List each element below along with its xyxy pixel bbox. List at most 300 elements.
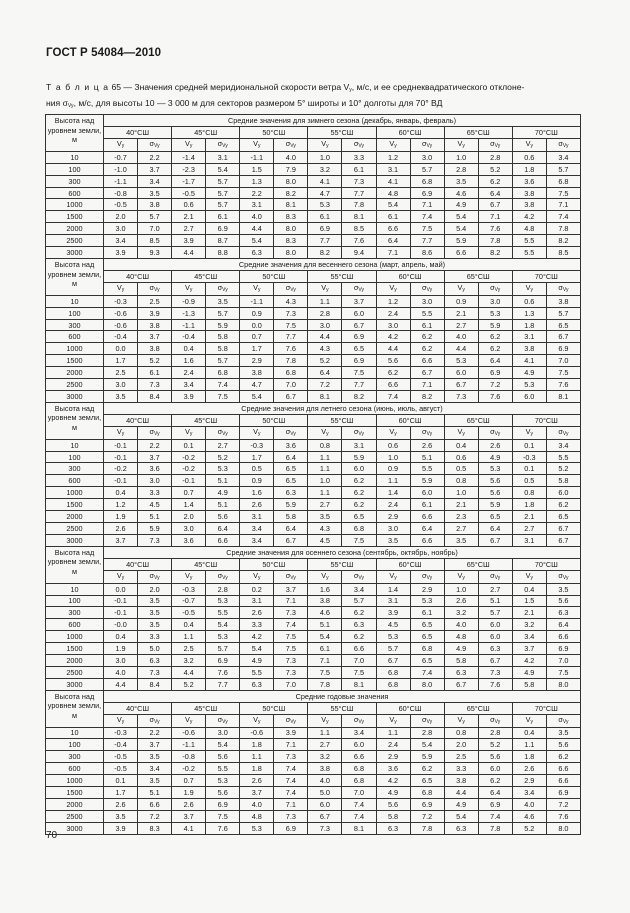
value-cell: 5.9 (274, 499, 308, 511)
section-title-row (46, 258, 581, 270)
value-cell: 7.3 (274, 607, 308, 619)
v-symbol: V (116, 138, 122, 148)
value-cell: 1.9 (172, 786, 206, 798)
mean-speed-header (172, 138, 206, 151)
value-cell: 7.6 (478, 223, 512, 235)
std-dev-header (138, 570, 172, 583)
value-cell: 1.1 (308, 451, 342, 463)
latitude-header: 45°СШ (172, 270, 240, 282)
value-cell: 0.5 (444, 463, 478, 475)
value-cell: 7.3 (138, 379, 172, 391)
value-cell: 7.5 (546, 187, 580, 199)
value-cell: 1.1 (376, 475, 410, 487)
value-cell: 2.6 (104, 522, 138, 534)
value-cell: 8.3 (274, 235, 308, 247)
v-symbol: V (184, 426, 190, 436)
latitude-header: 40°СШ (104, 702, 172, 714)
sigma-symbol: σ (217, 282, 223, 292)
document-code: ГОСТ Р 54084—2010 (46, 47, 162, 59)
value-cell: 7.3 (274, 810, 308, 822)
mean-speed-header (512, 570, 546, 583)
value-cell: 0.9 (376, 463, 410, 475)
value-cell: 6.8 (410, 643, 444, 655)
mean-speed-header (376, 138, 410, 151)
height-cell: 1500 (46, 499, 104, 511)
value-cell: 4.0 (308, 775, 342, 787)
v-subscript: y (121, 430, 125, 437)
value-cell: 2.4 (172, 367, 206, 379)
value-cell: 7.4 (206, 379, 240, 391)
value-cell: 3.4 (512, 786, 546, 798)
value-cell: 6.2 (342, 631, 376, 643)
value-cell: 7.3 (342, 175, 376, 187)
value-cell: -0.3 (104, 727, 138, 739)
latitude-header: 70°СШ (512, 414, 580, 426)
sigma-subscript: Vy (290, 574, 296, 581)
v-symbol: V (116, 714, 122, 724)
value-cell: 6.3 (240, 247, 274, 259)
sigma-symbol: σ (558, 426, 563, 436)
value-cell: 1.0 (444, 487, 478, 499)
sigma-subscript: Vy (426, 718, 433, 725)
latitude-header-row (46, 702, 581, 714)
v-symbol: V (116, 570, 122, 580)
v-subscript: y (326, 430, 329, 437)
value-cell: -0.3 (172, 583, 206, 595)
value-cell: 5.7 (546, 307, 580, 319)
value-cell: 6.9 (342, 355, 376, 367)
value-cell: 8.6 (410, 247, 444, 259)
value-cell: 6.5 (410, 654, 444, 666)
sigma-subscript: Vy (154, 430, 160, 437)
value-cell: 0.6 (444, 451, 478, 463)
value-cell: 3.8 (240, 367, 274, 379)
table-row (46, 319, 581, 331)
value-cell: 5.3 (478, 307, 512, 319)
value-cell: 4.8 (444, 631, 478, 643)
v-subscript: y (530, 718, 533, 725)
value-cell: 3.7 (172, 810, 206, 822)
v-symbol: V (184, 570, 190, 580)
value-cell: 7.0 (342, 654, 376, 666)
std-dev-header (410, 426, 444, 439)
value-cell: 2.6 (240, 499, 274, 511)
value-cell: 0.2 (240, 583, 274, 595)
value-cell: 7.6 (206, 666, 240, 678)
value-cell: 3.9 (104, 822, 138, 834)
mean-speed-header (444, 714, 478, 727)
value-cell: 4.4 (444, 343, 478, 355)
value-cell: 1.2 (376, 295, 410, 307)
value-cell: 5.1 (308, 619, 342, 631)
value-cell: 6.0 (444, 367, 478, 379)
mean-speed-header (104, 138, 138, 151)
value-cell: 5.5 (512, 235, 546, 247)
height-cell: 1000 (46, 775, 104, 787)
value-cell: 6.9 (478, 798, 512, 810)
value-cell: 4.5 (376, 619, 410, 631)
value-cell: 5.2 (206, 451, 240, 463)
sigma-subscript: Vy (494, 142, 501, 149)
value-cell: 2.8 (444, 163, 478, 175)
value-cell: 7.0 (546, 355, 580, 367)
v-symbol: V (525, 426, 531, 436)
height-cell: 600 (46, 331, 104, 343)
variable-header-row (46, 138, 581, 151)
v-symbol: V (457, 282, 463, 292)
table-row (46, 511, 581, 523)
value-cell: 5.8 (444, 654, 478, 666)
value-cell: 5.0 (308, 786, 342, 798)
value-cell: 2.0 (138, 583, 172, 595)
section-title: Средние значения для осеннего сезона (сентябрь, октябрь, ноябрь) (104, 546, 581, 558)
mean-speed-header (376, 282, 410, 295)
value-cell: 8.4 (138, 678, 172, 690)
value-cell: 6.5 (274, 463, 308, 475)
value-cell: 5.2 (546, 463, 580, 475)
v-subscript: y (257, 430, 261, 437)
value-cell: 6.9 (410, 798, 444, 810)
value-cell: 5.9 (478, 499, 512, 511)
value-cell: 5.3 (308, 199, 342, 211)
value-cell: 6.3 (342, 619, 376, 631)
value-cell: 3.8 (308, 763, 342, 775)
value-cell: 3.5 (104, 390, 138, 402)
height-cell: 100 (46, 163, 104, 175)
sigma-subscript: Vy (222, 430, 228, 437)
value-cell: 7.4 (546, 211, 580, 223)
value-cell: 6.3 (274, 487, 308, 499)
sigma-subscript: Vy (494, 430, 501, 437)
value-cell: 2.8 (410, 727, 444, 739)
value-cell: 5.3 (206, 463, 240, 475)
sigma-subscript: Vy (426, 574, 433, 581)
value-cell: 5.5 (512, 247, 546, 259)
latitude-header: 40°СШ (104, 414, 172, 426)
value-cell: 5.9 (138, 522, 172, 534)
latitude-header: 55°СШ (308, 127, 376, 139)
mean-speed-header (444, 282, 478, 295)
v-symbol: V (321, 426, 327, 436)
value-cell: 7.4 (478, 810, 512, 822)
value-cell: 0.4 (444, 439, 478, 451)
latitude-header: 70°СШ (512, 127, 580, 139)
value-cell: 6.6 (444, 247, 478, 259)
value-cell: 6.1 (376, 211, 410, 223)
value-cell: 5.4 (206, 619, 240, 631)
table-row (46, 739, 581, 751)
caption-label: Т а б л и ц а (46, 82, 110, 92)
value-cell: 6.1 (410, 607, 444, 619)
sigma-subscript: Vy (494, 574, 501, 581)
value-cell: 6.2 (410, 343, 444, 355)
value-cell: 0.8 (308, 439, 342, 451)
value-cell: 3.5 (308, 511, 342, 523)
value-cell: 3.3 (138, 487, 172, 499)
value-cell: 2.1 (512, 511, 546, 523)
value-cell: 3.2 (308, 751, 342, 763)
value-cell: 6.2 (342, 607, 376, 619)
value-cell: 5.6 (478, 475, 512, 487)
value-cell: 6.0 (342, 739, 376, 751)
value-cell: 5.6 (206, 751, 240, 763)
value-cell: 7.5 (206, 810, 240, 822)
section-title: Средние годовые значения (104, 690, 581, 702)
value-cell: 7.2 (308, 379, 342, 391)
value-cell: -1.3 (172, 307, 206, 319)
value-cell: 3.8 (512, 343, 546, 355)
v-subscript: y (257, 142, 261, 149)
sigma-symbol: σ (558, 282, 563, 292)
value-cell: 7.8 (308, 678, 342, 690)
std-dev-header (342, 138, 376, 151)
caption-line2a: ния σ (46, 98, 68, 108)
value-cell: 6.0 (478, 619, 512, 631)
table-row (46, 211, 581, 223)
section-title: Средние значения для весеннего сезона (март, апрель, май) (104, 258, 581, 270)
value-cell: 8.0 (546, 822, 580, 834)
sigma-symbol: σ (490, 570, 495, 580)
value-cell: 4.6 (512, 810, 546, 822)
value-cell: 5.8 (206, 331, 240, 343)
value-cell: 8.1 (342, 678, 376, 690)
value-cell: 5.3 (376, 631, 410, 643)
sigma-subscript: Vy (562, 142, 569, 149)
value-cell: 1.6 (240, 487, 274, 499)
value-cell: 6.9 (546, 643, 580, 655)
sigma-subscript: Vy (290, 430, 296, 437)
value-cell: 2.6 (410, 439, 444, 451)
value-cell: 7.5 (342, 534, 376, 546)
value-cell: 8.3 (138, 822, 172, 834)
value-cell: 5.8 (512, 678, 546, 690)
value-cell: 7.2 (478, 379, 512, 391)
value-cell: 3.4 (546, 439, 580, 451)
value-cell: 4.9 (444, 798, 478, 810)
value-cell: 6.3 (478, 643, 512, 655)
value-cell: 7.8 (342, 199, 376, 211)
value-cell: 6.7 (274, 534, 308, 546)
value-cell: 6.1 (308, 643, 342, 655)
value-cell: -0.1 (104, 595, 138, 607)
std-dev-header (206, 714, 240, 727)
data-table-wrapper (45, 114, 581, 835)
value-cell: 6.2 (376, 367, 410, 379)
value-cell: 3.3 (444, 763, 478, 775)
std-dev-header (274, 570, 308, 583)
mean-speed-header (376, 570, 410, 583)
v-symbol: V (525, 282, 531, 292)
value-cell: 0.5 (240, 463, 274, 475)
value-cell: 6.7 (308, 810, 342, 822)
value-cell: 3.6 (172, 534, 206, 546)
table-row (46, 751, 581, 763)
value-cell: 3.4 (240, 522, 274, 534)
value-cell: 6.9 (206, 798, 240, 810)
mean-speed-header (172, 570, 206, 583)
value-cell: 6.8 (342, 763, 376, 775)
value-cell: -0.2 (172, 463, 206, 475)
table-row (46, 151, 581, 163)
value-cell: 5.4 (444, 223, 478, 235)
value-cell: 5.4 (444, 810, 478, 822)
table-row (46, 487, 581, 499)
value-cell: 8.0 (274, 247, 308, 259)
v-symbol: V (457, 426, 463, 436)
value-cell: 6.3 (546, 607, 580, 619)
v-symbol: V (321, 714, 327, 724)
height-cell: 300 (46, 319, 104, 331)
v-symbol: V (525, 714, 531, 724)
value-cell: 2.1 (512, 607, 546, 619)
value-cell: 4.8 (512, 223, 546, 235)
sigma-subscript: Vy (358, 718, 365, 725)
value-cell: 6.9 (342, 331, 376, 343)
value-cell: 7.4 (274, 775, 308, 787)
value-cell: 3.8 (546, 295, 580, 307)
sigma-symbol: σ (558, 138, 563, 148)
value-cell: 3.4 (512, 631, 546, 643)
value-cell: 4.1 (308, 175, 342, 187)
height-cell: 2000 (46, 511, 104, 523)
value-cell: -0.2 (172, 763, 206, 775)
mean-speed-header (240, 282, 274, 295)
value-cell: 5.0 (138, 643, 172, 655)
latitude-header: 65°СШ (444, 702, 512, 714)
value-cell: 5.6 (206, 786, 240, 798)
value-cell: 2.0 (104, 211, 138, 223)
std-dev-header (206, 570, 240, 583)
table-row (46, 798, 581, 810)
value-cell: 4.4 (172, 666, 206, 678)
value-cell: 5.4 (240, 390, 274, 402)
table-row (46, 187, 581, 199)
v-subscript: y (394, 574, 397, 581)
value-cell: -0.1 (104, 607, 138, 619)
height-cell: 1000 (46, 631, 104, 643)
sigma-symbol: σ (422, 138, 427, 148)
table-row (46, 619, 581, 631)
value-cell: 6.4 (478, 355, 512, 367)
value-cell: 6.2 (342, 475, 376, 487)
std-dev-header (478, 714, 512, 727)
value-cell: 1.5 (512, 595, 546, 607)
section-title-row (46, 115, 581, 127)
height-cell: 2500 (46, 235, 104, 247)
sigma-subscript: Vy (358, 574, 365, 581)
latitude-header: 60°СШ (376, 558, 444, 570)
value-cell: 4.4 (172, 247, 206, 259)
value-cell: 7.1 (410, 379, 444, 391)
value-cell: 6.2 (546, 499, 580, 511)
value-cell: 5.6 (546, 739, 580, 751)
value-cell: 3.5 (138, 619, 172, 631)
value-cell: 2.6 (104, 798, 138, 810)
table-row (46, 307, 581, 319)
value-cell: 3.7 (138, 331, 172, 343)
latitude-header-row (46, 270, 581, 282)
value-cell: -0.1 (172, 475, 206, 487)
sigma-subscript: Vy (290, 142, 296, 149)
value-cell: 1.9 (104, 511, 138, 523)
value-cell: 6.0 (308, 798, 342, 810)
value-cell: 4.3 (308, 343, 342, 355)
value-cell: 2.6 (512, 763, 546, 775)
sigma-symbol: σ (353, 282, 359, 292)
value-cell: 2.0 (444, 739, 478, 751)
height-cell: 2000 (46, 367, 104, 379)
value-cell: 0.6 (512, 151, 546, 163)
value-cell: 7.0 (546, 654, 580, 666)
table-row (46, 786, 581, 798)
table-row (46, 390, 581, 402)
v-subscript: y (530, 286, 533, 293)
value-cell: 7.1 (274, 798, 308, 810)
v-symbol: V (253, 714, 258, 724)
v-symbol: V (321, 570, 327, 580)
std-dev-header (274, 426, 308, 439)
value-cell: 6.1 (410, 319, 444, 331)
value-cell: 7.7 (206, 678, 240, 690)
value-cell: 3.1 (240, 199, 274, 211)
value-cell: 6.7 (478, 199, 512, 211)
value-cell: 3.5 (206, 295, 240, 307)
value-cell: 6.2 (546, 751, 580, 763)
sigma-subscript: Vy (358, 430, 365, 437)
value-cell: 7.6 (546, 810, 580, 822)
value-cell: 7.5 (342, 666, 376, 678)
table-row (46, 199, 581, 211)
value-cell: 3.4 (172, 379, 206, 391)
sigma-symbol: σ (422, 714, 427, 724)
table-row (46, 643, 581, 655)
value-cell: 3.0 (104, 654, 138, 666)
v-subscript: y (394, 142, 397, 149)
value-cell: 6.0 (478, 631, 512, 643)
value-cell: 0.8 (512, 487, 546, 499)
value-cell: 6.8 (546, 175, 580, 187)
value-cell: 3.5 (546, 727, 580, 739)
value-cell: 3.7 (104, 534, 138, 546)
height-cell: 1500 (46, 211, 104, 223)
value-cell: 8.5 (138, 235, 172, 247)
value-cell: 1.9 (104, 643, 138, 655)
value-cell: 7.4 (274, 786, 308, 798)
value-cell: 5.2 (478, 739, 512, 751)
value-cell: 7.8 (274, 355, 308, 367)
v-symbol: V (389, 138, 395, 148)
value-cell: 0.7 (172, 487, 206, 499)
value-cell: 6.2 (342, 499, 376, 511)
value-cell: 5.6 (478, 751, 512, 763)
value-cell: 8.4 (138, 390, 172, 402)
value-cell: 6.9 (546, 343, 580, 355)
variable-header-row (46, 282, 581, 295)
value-cell: 6.2 (478, 175, 512, 187)
value-cell: -0.1 (104, 451, 138, 463)
latitude-header: 40°СШ (104, 558, 172, 570)
value-cell: 3.0 (104, 379, 138, 391)
value-cell: 0.4 (172, 343, 206, 355)
value-cell: -0.3 (512, 451, 546, 463)
std-dev-header (546, 714, 580, 727)
latitude-header: 55°СШ (308, 414, 376, 426)
sigma-symbol: σ (422, 282, 427, 292)
value-cell: -0.5 (104, 763, 138, 775)
value-cell: 6.8 (206, 367, 240, 379)
value-cell: 6.6 (546, 763, 580, 775)
value-cell: -0.7 (172, 595, 206, 607)
